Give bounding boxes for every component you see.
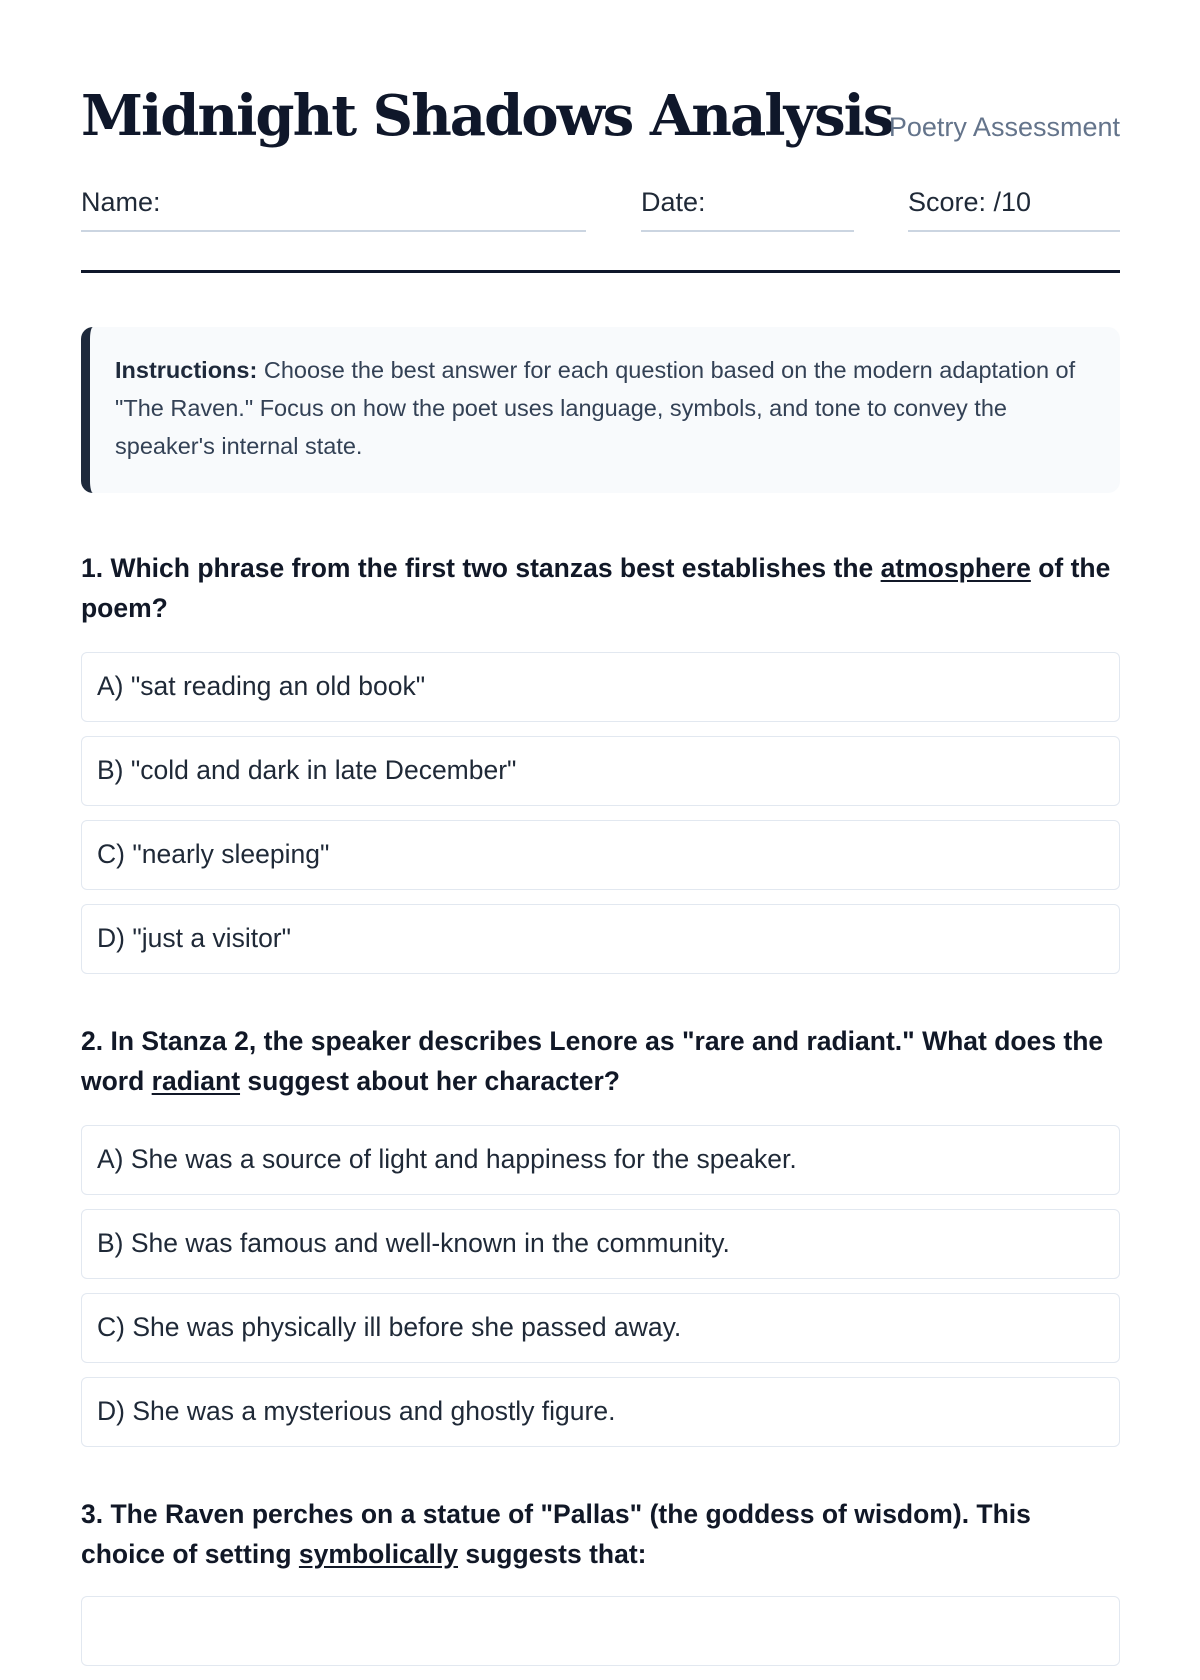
answer-options [81, 1125, 1120, 1447]
question-keyword: radiant [151, 1066, 241, 1096]
header [81, 80, 1120, 160]
question-text [81, 1494, 1120, 1574]
score-field[interactable]: Score: /10 [908, 180, 1120, 232]
question-keyword: atmosphere [880, 553, 1031, 583]
instructions-text: Choose the best answer for each question based on the modern adaptation of "The Raven." Focus on how the poet uses language, symbols, and tone to convey the speaker's internal state. [115, 357, 1076, 459]
page-title: Midnight Shadows Analysis [81, 83, 893, 149]
answer-option-a[interactable]: A) "sat reading an old book" [81, 652, 1120, 722]
answer-options [81, 652, 1120, 974]
question-number: 1. [81, 553, 104, 583]
instructions-label: Instructions: [115, 357, 258, 383]
answer-option-b[interactable]: B) "cold and dark in late December" [81, 736, 1120, 806]
question-3 [81, 1494, 1120, 1680]
question-text [81, 548, 1120, 628]
question-text-part: In Stanza 2, the speaker describes Lenore as "rare and radiant." What does the word [81, 1026, 1104, 1096]
question-text-part: Which phrase from the first two stanzas best establishes the [103, 553, 881, 583]
name-field[interactable]: Name: [81, 180, 586, 232]
question-text-part: The Raven perches on a statue of "Pallas" (the goddess of wisdom). This choice of setting [81, 1499, 1031, 1569]
answer-option-d[interactable]: D) She was a mysterious and ghostly figure. [81, 1377, 1120, 1447]
answer-option-c[interactable]: C) She was physically ill before she passed away. [81, 1293, 1120, 1363]
question-2 [81, 1021, 1120, 1461]
question-keyword: symbolically [298, 1539, 458, 1569]
student-info-fields [81, 180, 1120, 230]
question-text-part: suggest about her character? [240, 1066, 620, 1096]
header-divider [81, 270, 1120, 273]
answer-option-b[interactable]: B) She was famous and well-known in the community. [81, 1209, 1120, 1279]
answer-option-a[interactable]: A) She was a source of light and happiness for the speaker. [81, 1125, 1120, 1195]
question-text-part: of the poem? [81, 553, 1111, 623]
answer-options [81, 1596, 1120, 1666]
question-text [81, 1021, 1120, 1101]
question-text-part: suggests that: [458, 1539, 647, 1569]
answer-option-c[interactable]: C) "nearly sleeping" [81, 820, 1120, 890]
question-number: 3. [81, 1499, 104, 1529]
answer-option-partial[interactable] [81, 1596, 1120, 1666]
page-subtitle: Poetry Assessment [888, 112, 1120, 142]
instructions-box [81, 327, 1120, 493]
question-1 [81, 548, 1120, 988]
question-number: 2. [81, 1026, 104, 1056]
answer-option-d[interactable]: D) "just a visitor" [81, 904, 1120, 974]
date-field[interactable]: Date: [641, 180, 854, 232]
